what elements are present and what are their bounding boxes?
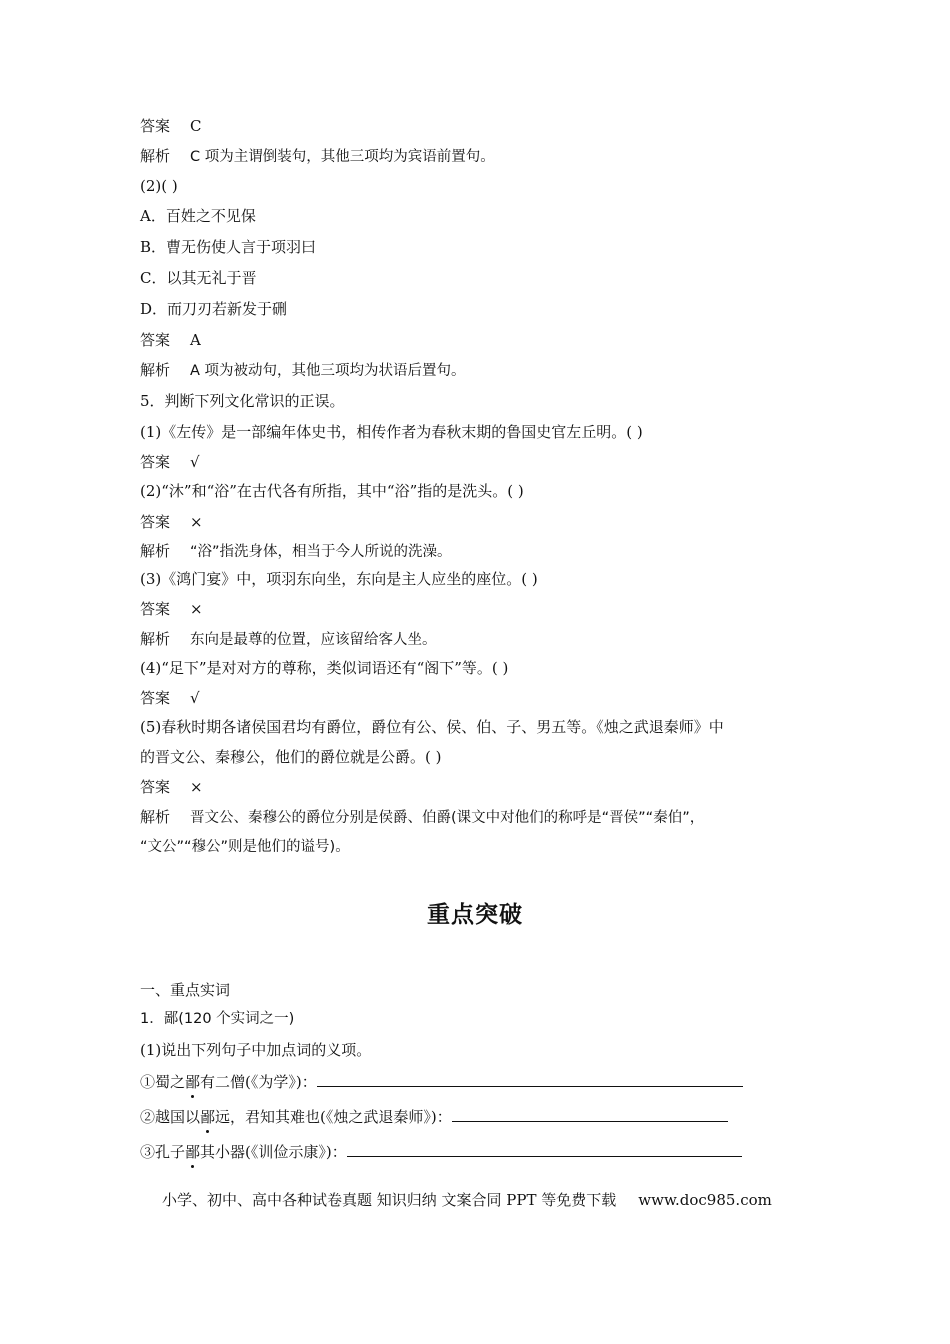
dotted-word: 鄙 <box>185 1073 201 1091</box>
fill-sentence-2 <box>140 1106 728 1126</box>
analysis-label: 解析 <box>140 630 171 648</box>
analysis-text: 东向是最尊的位置，应该留给客人坐。 <box>190 632 437 648</box>
answer-label: 答案 <box>140 453 171 471</box>
answer-blank[interactable] <box>347 1141 742 1157</box>
answer-value: √ <box>190 689 200 707</box>
analysis-line-5-5-cont: “文公”“穆公”则是他们的谥号)。 <box>140 839 350 855</box>
answer-value: A <box>190 331 201 349</box>
question-stem-4-2: (2)( ) <box>140 177 178 195</box>
analysis-label: 解析 <box>140 808 171 826</box>
answer-blank[interactable] <box>317 1071 743 1087</box>
answer-line-5-5 <box>140 777 203 797</box>
answer-blank[interactable] <box>452 1106 728 1122</box>
answer-value: √ <box>190 453 200 471</box>
answer-line-5-1 <box>140 452 200 472</box>
q5-item-5-line2: 的晋文公、秦穆公，他们的爵位就是公爵。( ) <box>140 748 442 766</box>
answer-value: C <box>190 117 202 135</box>
q5-item-1: (1)《左传》是一部编年体史书，相传作者为春秋末期的鲁国史官左丘明。( ) <box>140 423 643 441</box>
analysis-line-5-5 <box>140 807 704 827</box>
fill-sentence-3 <box>140 1141 742 1161</box>
option-a: A．百姓之不见保 <box>140 207 256 225</box>
dotted-word: 鄙 <box>200 1108 216 1126</box>
footer-text: 小学、初中、高中各种试卷真题 知识归纳 文案合同 PPT 等免费下载 <box>162 1191 617 1209</box>
option-c: C．以其无礼于晋 <box>140 269 257 287</box>
analysis-text: “浴”指洗身体，相当于今人所说的洗澡。 <box>190 544 452 560</box>
section-title: 重点突破 <box>427 902 523 928</box>
answer-line-4-2 <box>140 330 201 350</box>
word-title: 1．鄙(120 个实词之一) <box>140 1011 295 1027</box>
analysis-line-5-3 <box>140 629 437 649</box>
subsection-heading: 一、重点实词 <box>140 981 231 999</box>
answer-line-5-4 <box>140 688 200 708</box>
q5-item-2: (2)“沐”和“浴”在古代各有所指，其中“浴”指的是洗头。( ) <box>140 482 524 500</box>
page-footer <box>162 1190 772 1210</box>
sentence-post: 远，君知其难也(《烛之武退秦师》)： <box>215 1108 452 1126</box>
option-d: D．而刀刃若新发于硎 <box>140 300 288 318</box>
answer-value: × <box>190 513 203 531</box>
answer-label: 答案 <box>140 513 171 531</box>
q5-item-4: (4)“足下”是对对方的尊称，类似词语还有“阁下”等。( ) <box>140 659 509 677</box>
analysis-text: A 项为被动句，其他三项均为状语后置句。 <box>190 363 466 379</box>
answer-value: × <box>190 778 203 796</box>
dotted-word: 鄙 <box>185 1143 201 1161</box>
answer-label: 答案 <box>140 689 171 707</box>
analysis-label: 解析 <box>140 361 171 379</box>
answer-label: 答案 <box>140 600 171 618</box>
analysis-label: 解析 <box>140 147 171 165</box>
analysis-text: C 项为主谓倒装句，其他三项均为宾语前置句。 <box>190 149 495 165</box>
analysis-line-4-1 <box>140 146 495 166</box>
answer-line-5-3 <box>140 599 203 619</box>
analysis-line-4-2 <box>140 360 466 380</box>
sentence-pre: ③孔子 <box>140 1143 186 1161</box>
answer-label: 答案 <box>140 778 171 796</box>
answer-line-5-2 <box>140 512 203 532</box>
fill-sentence-1 <box>140 1071 743 1091</box>
instruction-text: (1)说出下列句子中加点词的义项。 <box>140 1041 372 1059</box>
answer-line-4-1 <box>140 116 201 136</box>
option-b: B．曹无伤使人言于项羽曰 <box>140 238 317 256</box>
analysis-label: 解析 <box>140 542 171 560</box>
q5-item-5-line1: (5)春秋时期各诸侯国君均有爵位，爵位有公、侯、伯、子、男五等。《烛之武退秦师》中 <box>140 718 724 736</box>
analysis-text: 晋文公、秦穆公的爵位分别是侯爵、伯爵(课文中对他们的称呼是“晋侯”“秦伯”， <box>190 810 705 826</box>
sentence-post: 其小器(《训俭示康》)： <box>200 1143 347 1161</box>
answer-label: 答案 <box>140 117 171 135</box>
answer-value: × <box>190 600 203 618</box>
sentence-post: 有二僧(《为学》)： <box>200 1073 317 1091</box>
answer-label: 答案 <box>140 331 171 349</box>
question-5-title: 5．判断下列文化常识的正误。 <box>140 392 345 410</box>
analysis-line-5-2 <box>140 541 452 561</box>
q5-item-3: (3)《鸿门宴》中，项羽东向坐，东向是主人应坐的座位。( ) <box>140 570 538 588</box>
sentence-pre: ①蜀之 <box>140 1073 186 1091</box>
footer-url[interactable]: www.doc985.com <box>638 1191 772 1209</box>
sentence-pre: ②越国以 <box>140 1108 201 1126</box>
